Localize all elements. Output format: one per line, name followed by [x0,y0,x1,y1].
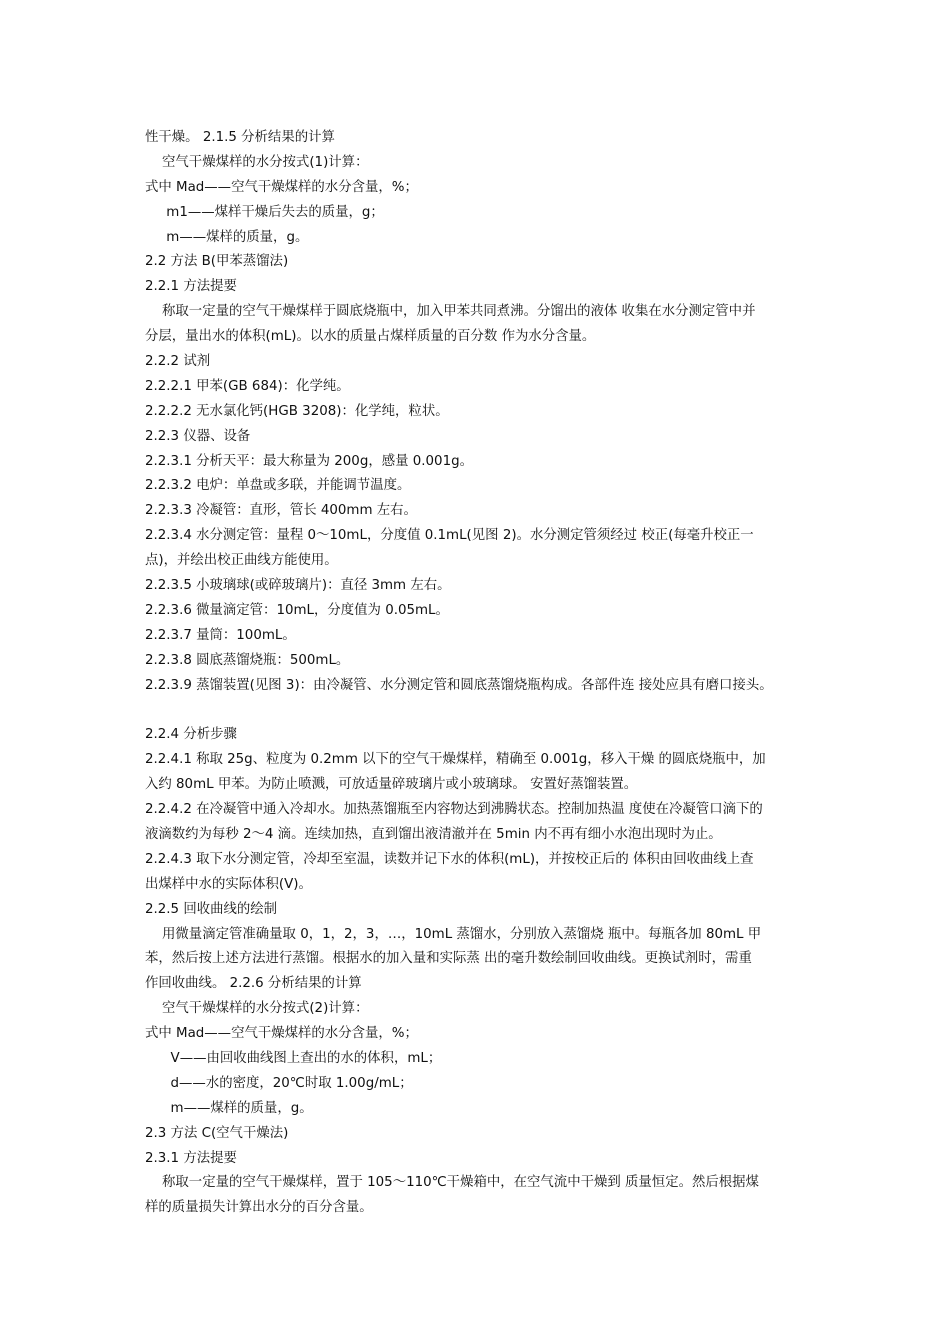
text-line: 作回收曲线。 2.2.6 分析结果的计算 [145,976,362,992]
text-line: 式中 Mad——空气干燥煤样的水分含量，%； [145,1026,418,1042]
text-line: 空气干燥煤样的水分按式(1)计算： [145,154,369,170]
text-line: 2.2.1 方法提要 [145,279,237,295]
text-line: 2.3.1 方法提要 [145,1150,237,1166]
text-line: 2.2.3.6 微量滴定管：10mL，分度值为 0.05mL。 [145,602,449,618]
blank-line [145,698,815,723]
text-line: 2.2.4.3 取下水分测定管，冷却至室温，读数并记下水的体积(mL)，并按校正后的 体积由回收曲线上查 [145,851,754,867]
text-line: 2.2.3.5 小玻璃球(或碎玻璃片)：直径 3mm 左右。 [145,578,451,594]
text-line: 称取一定量的空气干燥煤样于圆底烧瓶中，加入甲苯共同煮沸。分馏出的液体 收集在水分测定管中并 [145,304,756,320]
text-line: 出煤样中水的实际体积(V)。 [145,876,312,892]
text-line: 空气干燥煤样的水分按式(2)计算： [145,1001,369,1017]
text-line: 2.2.4.1 称取 25g、粒度为 0.2mm 以下的空气干燥煤样，精确至 0.001g，移入干燥 的圆底烧瓶中，加 [145,752,766,768]
text-line: 2.3 方法 C(空气干燥法) [145,1125,289,1141]
text-line: 苯，然后按上述方法进行蒸馏。根据水的加入量和实际蒸 出的毫升数绘制回收曲线。更换试剂时，需重 [145,951,752,967]
text-line: 2.2.5 回收曲线的绘制 [145,901,278,917]
text-line: 2.2.4.2 在冷凝管中通入冷却水。加热蒸馏瓶至内容物达到沸腾状态。控制加热温 度使在冷凝管口滴下的 [145,802,763,818]
text-line: V——由回收曲线图上查出的水的体积，mL； [145,1050,442,1066]
text-line: m——煤样的质量，g。 [145,1100,313,1116]
text-line: 2.2.3.2 电炉：单盘或多联，并能调节温度。 [145,478,411,494]
text-line: 入约 80mL 甲苯。为防止喷溅，可放适量碎玻璃片或小玻璃球。 安置好蒸馏装置。 [145,777,638,793]
text-line: 点)，并绘出校正曲线方能使用。 [145,553,338,569]
text-line: m1——煤样干燥后失去的质量，g； [145,204,384,220]
text-line: 性干燥。 2.1.5 分析结果的计算 [145,130,335,145]
text-line: 2.2.3.8 圆底蒸馏烧瓶：500mL。 [145,652,350,668]
text-line: 2.2.2 试剂 [145,354,211,370]
text-line: 液滴数约为每秒 2～4 滴。连续加热，直到馏出液清澈并在 5min 内不再有细小水泡出现时为止。 [145,826,722,842]
text-line: 2.2 方法 B(甲苯蒸馏法) [145,254,289,270]
text-line: 2.2.3.3 冷凝管：直形，管长 400mm 左右。 [145,503,417,519]
text-line: d——水的密度，20℃时取 1.00g/mL； [145,1075,413,1091]
text-line: 2.2.3.7 量筒：100mL。 [145,627,296,643]
text-line: 分层，量出水的体积(mL)。以水的质量占煤样质量的百分数 作为水分含量。 [145,329,596,345]
text-line: 2.2.3 仪器、设备 [145,428,251,444]
text-line: 2.2.3.9 蒸馏装置(见图 3)：由冷凝管、水分测定管和圆底蒸馏烧瓶构成。各部件连 接处应具有磨口接头。 [145,677,773,693]
text-line: 2.2.2.1 甲苯(GB 684)：化学纯。 [145,378,350,394]
document-body [145,126,815,1221]
text-line: 称取一定量的空气干燥煤样，置于 105～110℃干燥箱中，在空气流中干燥到 质量恒定。然后根据煤 [145,1175,759,1191]
text-line: 式中 Mad——空气干燥煤样的水分含量，%； [145,179,418,195]
text-line: 2.2.2.2 无水氯化钙(HGB 3208)：化学纯，粒状。 [145,403,449,419]
text-line: 用微量滴定管准确量取 0，1，2，3，…，10mL 蒸馏水，分别放入蒸馏烧 瓶中。每瓶各加 80mL 甲 [145,926,762,942]
text-line: 样的质量损失计算出水分的百分含量。 [145,1200,373,1216]
text-line: 2.2.3.1 分析天平：最大称量为 200g，感量 0.001g。 [145,453,473,469]
text-line: 2.2.4 分析步骤 [145,727,237,743]
text-line: 2.2.3.4 水分测定管：量程 0～10mL，分度值 0.1mL(见图 2)。水分测定管须经过 校正(每毫升校正一 [145,528,754,544]
text-line: m——煤样的质量，g。 [145,229,309,245]
